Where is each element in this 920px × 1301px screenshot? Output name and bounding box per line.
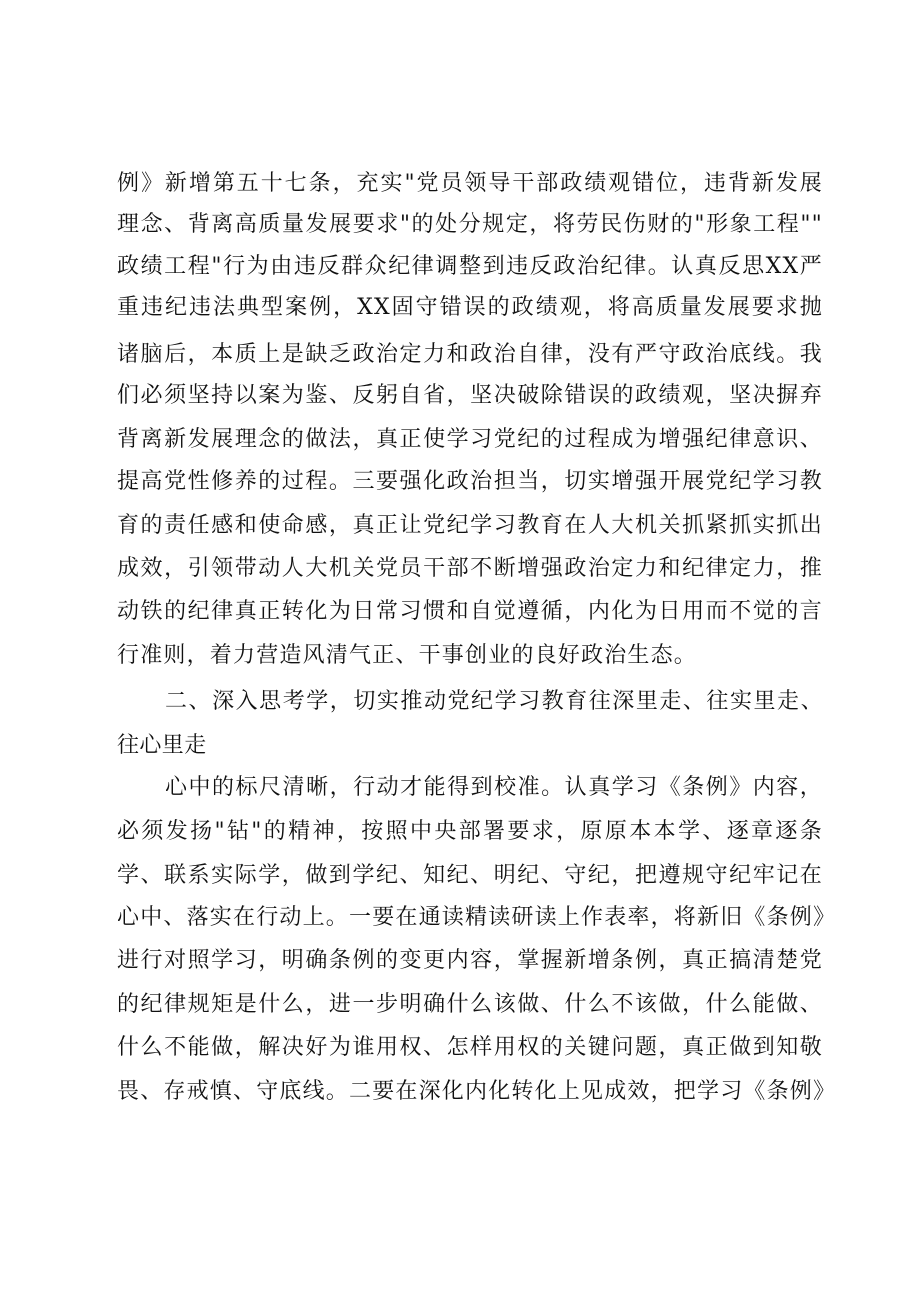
paragraph-1-line-4: 重违纪违法典型案例，XX固守错误的政绩观，将高质量发展要求抛: [117, 295, 823, 320]
section-heading-line-1: 二、深入思考学，切实推动党纪学习教育往深里走、往实里走、: [165, 689, 823, 714]
section-heading-line-2: 往心里走: [117, 733, 207, 758]
paragraph-1-line-1: 例》新增第五十七条，充实"党员领导干部政绩观错位，违背新发展: [117, 171, 823, 196]
paragraph-2-line-8: 畏、存戒慎、守底线。二要在深化内化转化上见成效，把学习《条例》: [117, 1079, 837, 1104]
paragraph-1-line-6: 们必须坚持以案为鉴、反躬自省，坚决破除错误的政绩观，坚决摒弃: [117, 383, 823, 408]
paragraph-1-line-10: 成效，引领带动人大机关党员干部不断增强政治定力和纪律定力，推: [117, 556, 823, 581]
paragraph-2-line-1: 心中的标尺清晰，行动才能得到校准。认真学习《条例》内容，: [165, 775, 823, 800]
paragraph-2-line-6: 的纪律规矩是什么，进一步明确什么该做、什么不该做，什么能做、: [117, 992, 823, 1017]
paragraph-2-line-2: 必须发扬"钻"的精神，按照中央部署要求，原原本本学、逐章逐条: [117, 819, 823, 844]
paragraph-1-line-7: 背离新发展理念的做法，真正使学习党纪的过程成为增强纪律意识、: [117, 427, 823, 452]
paragraph-2-line-5: 进行对照学习，明确条例的变更内容，掌握新增条例，真正搞清楚党: [117, 948, 823, 973]
paragraph-2-line-3: 学、联系实际学，做到学纪、知纪、明纪、守纪，把遵规守纪牢记在: [117, 863, 823, 888]
paragraph-1-line-12: 行准则，着力营造风清气正、干事创业的良好政治生态。: [117, 643, 698, 668]
paragraph-2-line-7: 什么不能做，解决好为谁用权、怎样用权的关键问题，真正做到知敬: [117, 1035, 823, 1060]
paragraph-1-line-3: 政绩工程"行为由违反群众纪律调整到违反政治纪律。认真反思XX严: [117, 254, 823, 279]
paragraph-1-line-8: 提高党性修养的过程。三要强化政治担当，切实增强开展党纪学习教: [117, 469, 823, 494]
paragraph-1-line-9: 育的责任感和使命感，真正让党纪学习教育在人大机关抓紧抓实抓出: [117, 513, 823, 538]
paragraph-1-line-11: 动铁的纪律真正转化为日常习惯和自觉遵循，内化为日用而不觉的言: [117, 599, 823, 624]
paragraph-1-line-2: 理念、背离高质量发展要求"的处分规定，将劳民伤财的"形象工程"": [117, 212, 823, 237]
paragraph-2-line-4: 心中、落实在行动上。一要在通读精读研读上作表率，将新旧《条例》: [117, 905, 837, 930]
paragraph-1-line-5: 诸脑后，本质上是缺乏政治定力和政治自律，没有严守政治底线。我: [117, 342, 823, 367]
